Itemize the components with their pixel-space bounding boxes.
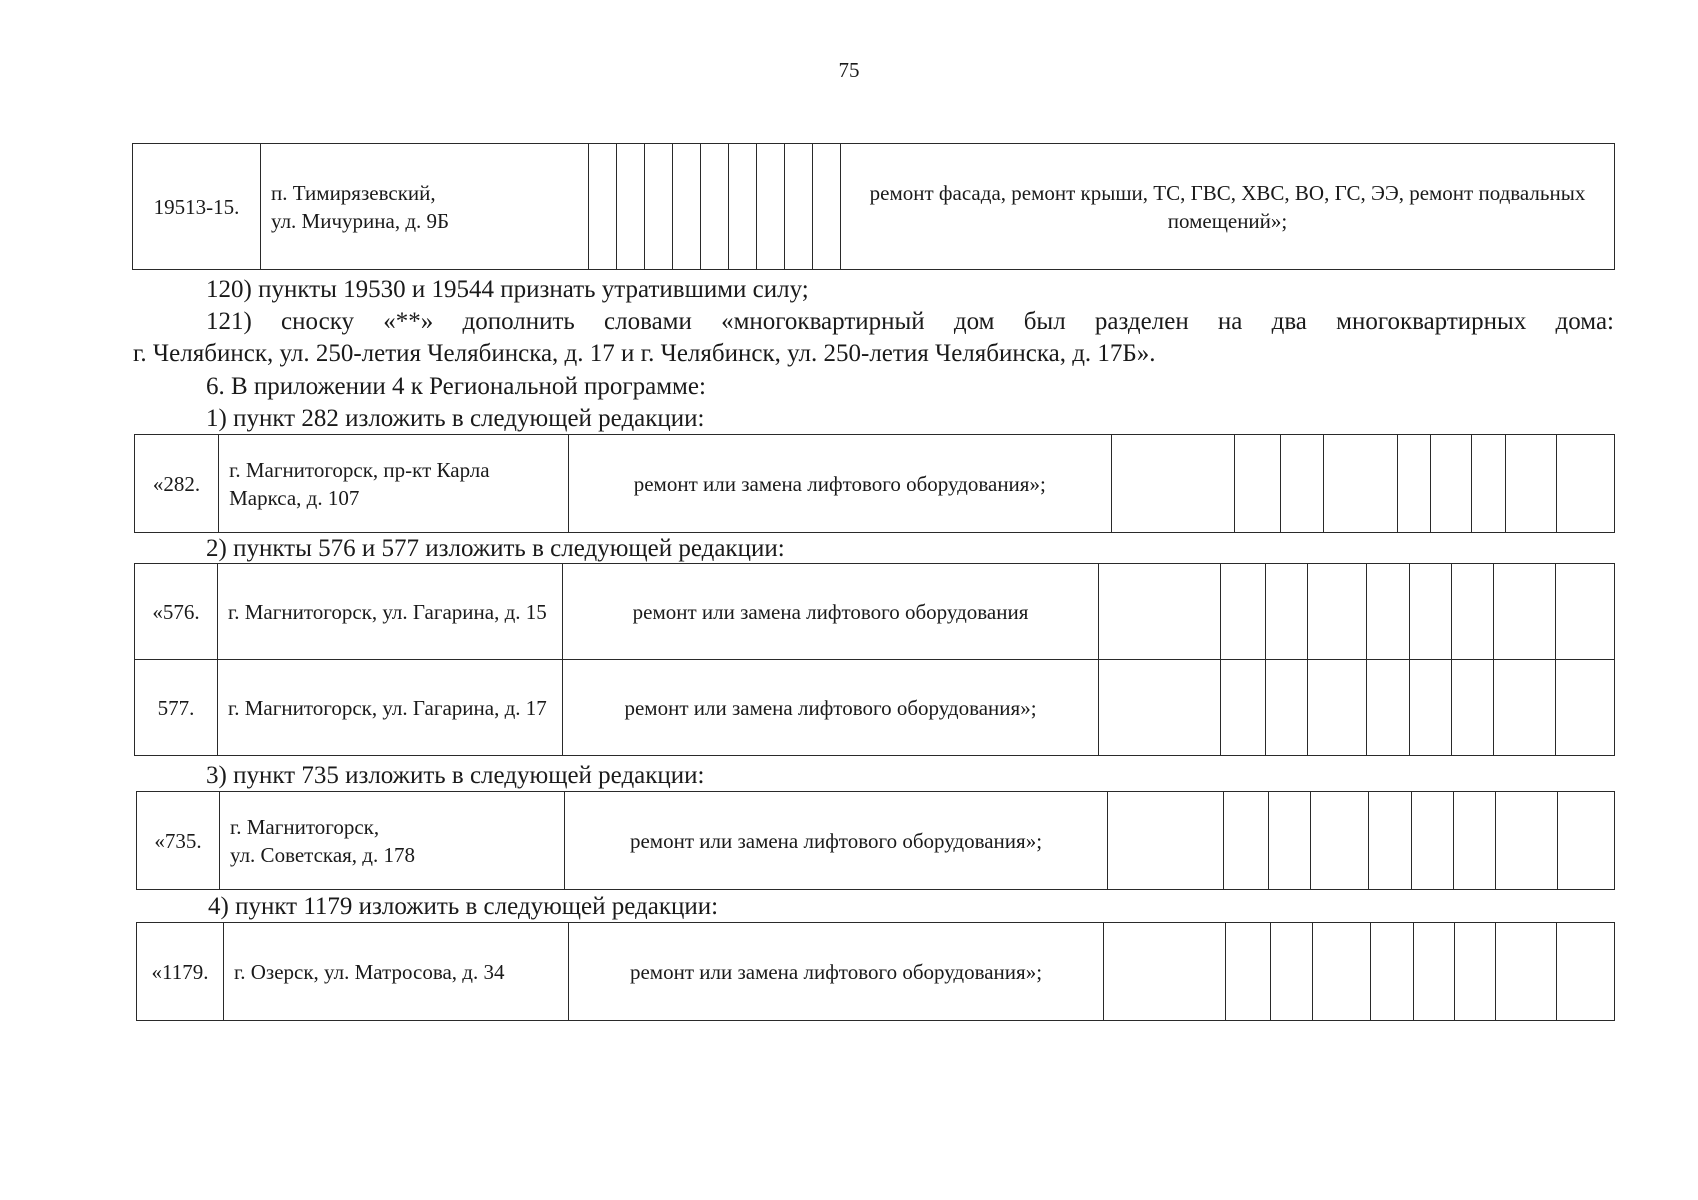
item-address: г. Магнитогорск, ул. Гагарина, д. 17 (218, 660, 563, 756)
table-item-1179 (136, 922, 1615, 1021)
item-works: ремонт или замена лифтового оборудования»; (568, 435, 1111, 533)
paragraph-120: 120) пункты 19530 и 19544 признать утратившими силу; (206, 276, 809, 303)
paragraph-4: 4) пункт 1179 изложить в следующей редакции: (208, 893, 719, 920)
item-address: г. Магнитогорск, ул. Гагарина, д. 15 (218, 564, 563, 660)
empty-cell (1494, 660, 1556, 756)
empty-cell (1414, 923, 1455, 1021)
empty-cell (1313, 923, 1371, 1021)
item-number: «282. (135, 435, 219, 533)
empty-cell (1367, 660, 1410, 756)
paragraph-3: 3) пункт 735 изложить в следующей редакции: (206, 762, 705, 789)
empty-cell (1308, 564, 1367, 660)
empty-cell (1496, 923, 1557, 1021)
empty-cell (1271, 923, 1313, 1021)
empty-cell (1557, 923, 1615, 1021)
table-row (135, 564, 1615, 660)
table-row (135, 435, 1615, 533)
item-number: «1179. (137, 923, 224, 1021)
empty-cell (617, 144, 645, 270)
table-item-19513-15 (132, 143, 1615, 270)
empty-cell (1496, 792, 1558, 890)
paragraph-2: 2) пункты 576 и 577 изложить в следующей редакции: (206, 535, 785, 562)
empty-cell (1454, 792, 1496, 890)
empty-cell (645, 144, 673, 270)
empty-cell (1311, 792, 1369, 890)
item-works: ремонт фасада, ремонт крыши, ТС, ГВС, ХВС, ВО, ГС, ЭЭ, ремонт подвальных помещений»; (841, 144, 1615, 270)
empty-cell (1556, 435, 1614, 533)
empty-cell (589, 144, 617, 270)
item-number: «735. (137, 792, 220, 890)
empty-cell (1323, 435, 1397, 533)
empty-cell (1556, 564, 1615, 660)
empty-cell (1221, 660, 1266, 756)
empty-cell (1558, 792, 1615, 890)
item-works: ремонт или замена лифтового оборудования»; (569, 923, 1104, 1021)
item-works: ремонт или замена лифтового оборудования (563, 564, 1099, 660)
empty-cell (1431, 435, 1472, 533)
item-address: г. Магнитогорск, пр-кт Карла Маркса, д. 107 (219, 435, 569, 533)
table-item-282 (134, 434, 1614, 533)
empty-cell (1452, 564, 1494, 660)
empty-cell (1556, 660, 1615, 756)
table-item-735 (136, 791, 1615, 890)
item-address: г. Магнитогорск, ул. Советская, д. 178 (220, 792, 565, 890)
paragraph-1: 1) пункт 282 изложить в следующей редакции: (206, 405, 705, 432)
empty-cell (757, 144, 785, 270)
paragraph-121-line-2: г. Челябинск, ул. 250-летия Челябинска, д. 17 и г. Челябинск, ул. 250-летия Челябинска, д. 17Б». (133, 340, 1156, 367)
item-address: г. Озерск, ул. Матросова, д. 34 (224, 923, 569, 1021)
table-items-576-577 (134, 563, 1615, 756)
empty-cell (1412, 792, 1454, 890)
empty-cell (1455, 923, 1496, 1021)
empty-cell (1099, 564, 1221, 660)
paragraph-6: 6. В приложении 4 к Региональной программе: (206, 373, 706, 400)
empty-cell (1269, 792, 1311, 890)
item-address: п. Тимирязевский, ул. Мичурина, д. 9Б (261, 144, 589, 270)
item-number: «576. (135, 564, 218, 660)
empty-cell (1266, 660, 1308, 756)
empty-cell (1099, 660, 1221, 756)
empty-cell (1506, 435, 1557, 533)
item-works: ремонт или замена лифтового оборудования»; (563, 660, 1099, 756)
empty-cell (813, 144, 841, 270)
empty-cell (673, 144, 701, 270)
item-works: ремонт или замена лифтового оборудования»; (565, 792, 1108, 890)
empty-cell (1308, 660, 1367, 756)
item-number: 577. (135, 660, 218, 756)
empty-cell (1410, 660, 1452, 756)
empty-cell (1111, 435, 1235, 533)
table-row (137, 923, 1615, 1021)
empty-cell (1104, 923, 1226, 1021)
table-row (135, 660, 1615, 756)
item-number: 19513-15. (133, 144, 261, 270)
empty-cell (1410, 564, 1452, 660)
empty-cell (1397, 435, 1430, 533)
empty-cell (1224, 792, 1269, 890)
empty-cell (1371, 923, 1414, 1021)
empty-cell (1494, 564, 1556, 660)
table-row (137, 792, 1615, 890)
empty-cell (1108, 792, 1224, 890)
paragraph-121-line-1: 121) сноску «**» дополнить словами «многоквартирный дом был разделен на два многоквартирных дома: (206, 308, 1614, 335)
empty-cell (1235, 435, 1281, 533)
page-number: 75 (838, 58, 860, 82)
empty-cell (701, 144, 729, 270)
empty-cell (1266, 564, 1308, 660)
empty-cell (1452, 660, 1494, 756)
empty-cell (729, 144, 757, 270)
empty-cell (1471, 435, 1505, 533)
empty-cell (1367, 564, 1410, 660)
empty-cell (785, 144, 813, 270)
empty-cell (1369, 792, 1412, 890)
empty-cell (1281, 435, 1324, 533)
empty-cell (1226, 923, 1271, 1021)
table-row (133, 144, 1615, 270)
empty-cell (1221, 564, 1266, 660)
